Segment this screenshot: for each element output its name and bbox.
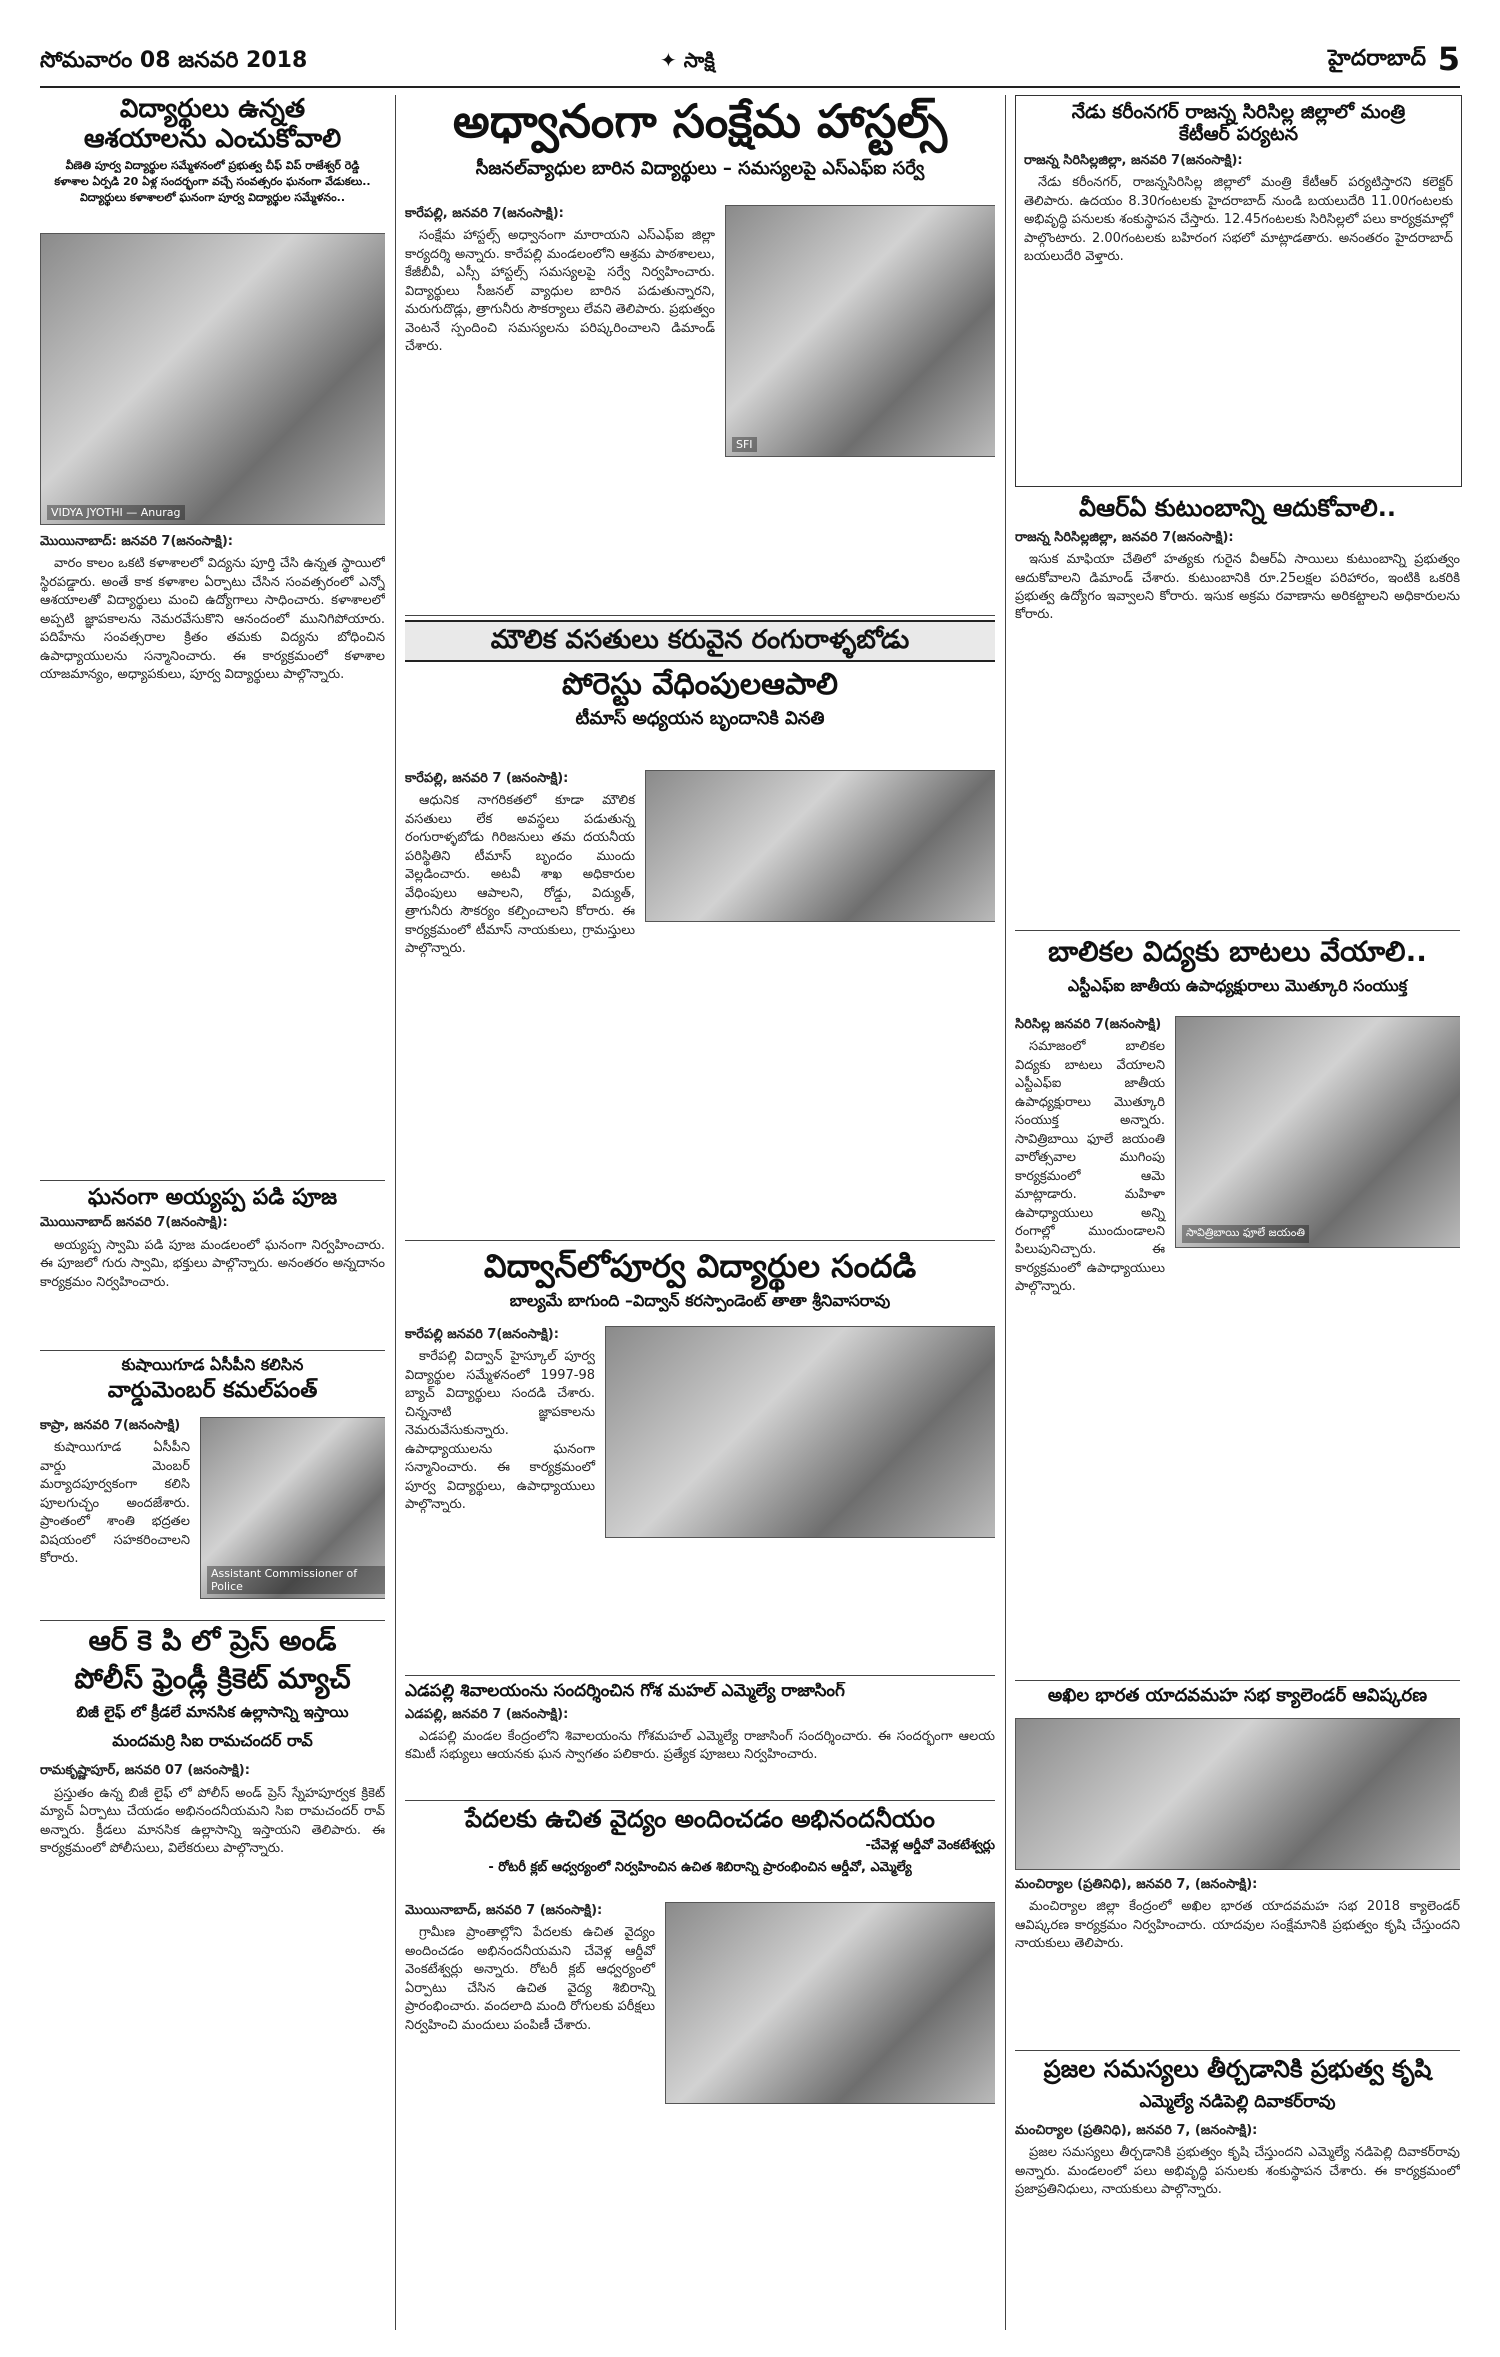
headline: ఆశయాలను ఎంచుకోవాలి [83,123,342,154]
story-divider [405,615,995,616]
story-body [405,1902,655,2039]
headline: పేదలకు ఉచిత వైద్యం అందించడం అభినందనీయం [465,1806,935,1833]
story-body [1015,1876,1460,1958]
story-vidwan-alumni [405,1248,995,1668]
story-body [1015,2122,1460,2200]
story-body [40,1417,190,1573]
story-divider [1015,930,1460,931]
story-body [405,205,715,361]
story-body [1015,1016,1165,1301]
edition-city: హైదరాబాద్ [1328,46,1426,71]
paragraph: ప్రస్తుతం ఉన్న బిజీ లైఫ్ లో పోలీస్ అండ్ ప్రెస్ స్నేహపూర్వక క్రికెట్ మ్యాచ్ ఏర్పాటు చేయడం అభినందనీయమని సిఐ రామచందర్ రావ్ అన్నారు. క్రీడలు మానసిక ఉల్లాసాన్ని ఇస్తాయని తెలిపారు. ఈ కార్యక్రమంలో పోలీసులు, విలేకరులు పాల్గొన్నారు. [40,1785,385,1857]
headline: కేటీఆర్ పర్యటన [1178,122,1299,145]
story-body [405,770,635,963]
headline: ప్రజల సమస్యలు తీర్చడానికి ప్రభుత్వ కృషి [1043,2056,1432,2083]
story-ayyappa-puja [40,1185,385,1345]
kicker: విద్యార్థులు కళాశాలలో ఘనంగా పూర్వ విద్యార్థుల సమ్మేళనం.. [79,190,346,204]
paragraph: వారం కాలం ఒకటి కళాశాలలో విద్యను పూర్తి చేసి ఉన్నత స్థాయిలో స్థిరపడ్డారు. అంతే కాక కళాశాల ఏర్పాటు చేసిన సంవత్సరంలో ఎన్నో ఆశయాలతో విద్యార్థులు మంచి ఉద్యోగాలు సాధించారు. కళాశాలలో అప్పటి జ్ఞాపకాలను నెమరవేసుకొని ఆనందంలో మునిగిపోయారు. పదిహేను సంవత్సరాల క్రితం తమకు విద్యను బోధించిన ఉపాధ్యాయులను సన్మానించారు. ఈ కార్యక్రమంలో కళాశాల యాజమాన్యం, అధ్యాపకులు, పూర్వ విద్యార్థులు పాల్గొన్నారు. [40,556,385,683]
dateline: రామకృష్ణాపూర్, జనవరి 07 (జనంసాక్షి): [40,1763,250,1779]
kicker: వీణెతి పూర్వ విద్యార్థుల సమ్మేళనంలో ప్రభుత్వ చీఫ్ విప్ రాజేశ్వర్ రెడ్డి [65,158,360,172]
dateline: కారేపల్లి, జనవరి 7(జనంసాక్షి): [405,206,564,221]
headline: ఎడపల్లి శివాలయంను సందర్శించిన గోశ మహల్ ఎమ్మెల్యే రాజాసింగ్ [405,1682,845,1701]
subhead: ఎస్టీఎఫ్ఐ జాతీయ ఉపాధ్యక్షురాలు మొత్కూరి సంయుక్త [1067,976,1408,996]
paragraph: కారేపల్లి విద్వాన్ హైస్కూల్ పూర్వ విద్యార్థుల సమ్మేళనంలో 1997-98 బ్యాచ్ విద్యార్థులు సందడి చేశారు. చిన్ననాటి జ్ఞాపకాలను నెమరువేసుకున్నారు. ఉపాధ్యాయులను ఘనంగా సన్మానించారు. ఈ కార్యక్రమంలో పూర్వ విద్యార్థులు, ఉపాధ్యాయులు పాల్గొన్నారు. [405,1349,595,1513]
story-rajasingh [405,1682,995,1797]
dateline: మొయినాబాద్ జనవరి 7(జనంసాక్షి): [40,1215,228,1231]
story-girls-education [1015,936,1460,1676]
issue-date: సోమవారం 08 జనవరి 2018 [40,48,308,73]
headline: వార్డుమెంబర్ కమల్‌పంత్ [107,1378,318,1403]
paragraph: ఇసుక మాఫియా చేతిలో హత్యకు గురైన వీఆర్ఏ సాయిలు కుటుంబాన్ని ప్రభుత్వం ఆదుకోవాలని డిమాండ్ చేశారు. కుటుంబానికి రూ.25లక్షల పరిహారం, ఇంటికి ఒకరికి ప్రభుత్వ ఉద్యోగం ఇవ్వాలని కోరారు. ఇసుక అక్రమ రవాణాను అరికట్టాలని అధికారులను కోరారు. [1015,552,1460,623]
paragraph: ప్రజల సమస్యలు తీర్చడానికి ప్రభుత్వం కృషి చేస్తుందని ఎమ్మెల్యే నడిపెల్లి దివాకర్‌రావు అన్నారు. మండలంలో పలు అభివృద్ధి పనులకు శంకుస్థాపన చేశారు. ఈ కార్యక్రమంలో ప్రజాప్రతినిధులు, నాయకులు పాల్గొన్నారు. [1015,2145,1460,2197]
headline: అధ్వానంగా సంక్షేమ హాస్టల్స్ [452,95,948,148]
story-rangurallabodu [405,620,995,1230]
paragraph: మంచిర్యాల జిల్లా కేంద్రంలో అఖిల భారత యాదవమహ సభ 2018 క్యాలెండర్ ఆవిష్కరణ కార్యక్రమం నిర్వహించారు. యాదవుల సంక్షేమానికి ప్రభుత్వం కృషి చేస్తుందని నాయకులు తెలిపారు. [1015,1899,1460,1952]
headline: బాలికల విద్యకు బాటలు వేయాలి.. [1048,936,1427,968]
story-body [40,533,385,1173]
team-visit-photo [645,770,995,922]
story-divider [405,1240,995,1241]
kicker: కుషాయిగూడ ఏసీపీని కలిసిన [121,1355,304,1374]
story-cricket-match [40,1625,385,2325]
subhead: - రోటరీ క్లబ్ ఆధ్వర్యంలో నిర్వహించిన ఉచిత శిబిరాన్ని ప్రారంభించిన ఆర్డీవో, ఎమ్మెల్యే [488,1859,912,1875]
dateline: రాజన్న సిరిసిల్లజిల్లా, జనవరి 7(జనంసాక్షి): [1024,152,1243,168]
headline: విద్యార్థులు ఉన్నత [119,95,306,124]
headline: నేడు కరీంనగర్ రాజన్న సిరిసిల్ల జిల్లాలో మంత్రి [1071,101,1406,123]
subhead: సీజనల్‌వ్యాధుల బారిన విద్యార్థులు – సమస్యలపై ఎస్ఎఫ్ఐ సర్వే [475,157,925,179]
story-yadava-calendar [1015,1686,1460,2046]
paper-name: ✦ సాక్షి [660,48,715,72]
paragraph: అయ్యప్ప స్వామి పడి పూజ మండలంలో ఘనంగా నిర్వహించారు. ఈ పూజలో గురు స్వామి, భక్తులు పాల్గొన్నారు. అనంతరం అన్నదానం కార్యక్రమం నిర్వహించారు. [40,1237,385,1290]
headline: అఖిల భారత యాదవమహ సభ క్యాలెండర్ ఆవిష్కరణ [1047,1686,1428,1706]
dateline: మొయినాబాద్: జనవరి 7(జనంసాక్షి): [40,534,233,549]
story-divider [405,1800,995,1801]
dateline: సిరిసిల్ల జనవరి 7(జనంసాక్షి) [1015,1017,1162,1032]
headline: విద్వాన్‌లోపూర్వ విద్యార్థుల సందడి [483,1248,917,1285]
story-alumni-meet [40,95,385,1175]
calendar-launch-photo [1015,1718,1460,1870]
headline: ఆర్ కె పి లో ప్రెస్ అండ్ [88,1625,337,1657]
headline: మౌలిక వసతులు కరువైన రంగురాళ్ళబోడు [405,620,995,662]
sfi-leaders-photo: SFI [725,205,995,457]
paragraph: సమాజంలో బాలికల విద్యకు బాటలు వేయాలని ఎస్టీఎఫ్ఐ జాతీయ ఉపాధ్యక్షురాలు మొత్కూరి సంయుక్త అన్నారు. సావిత్రిబాయి ఫూలే జయంతి వారోత్సవాల ముగింపు కార్యక్రమంలో ఆమె మాట్లాడారు. మహిళా ఉపాధ్యాయులు అన్ని రంగాల్లో ముందుండాలని పిలుపునిచ్చారు. ఈ కార్యక్రమంలో ఉపాధ్యాయులు పాల్గొన్నారు. [1015,1039,1165,1295]
subhead: -చేవెళ్ల ఆర్డీవో వెంకటేశ్వర్లు [865,1837,995,1853]
story-mla-diwakar [1015,2056,1460,2326]
vidwan-group-photo [605,1326,995,1538]
masthead [40,40,1460,88]
alumni-group-photo: VIDYA JYOTHI — Anurag [40,233,385,525]
story-divider [405,1675,995,1676]
story-divider [40,1350,385,1351]
headline: వీఆర్ఏ కుటుంబాన్ని ఆదుకోవాలి.. [1078,495,1397,522]
story-body [405,1706,995,1765]
subhead: బిజీ లైఫ్ లో క్రీడలే మానసిక ఉల్లాసాన్ని ఇస్తాయి [76,1703,349,1722]
headline: పోరెస్టు వేధింపులఆపాలి [561,666,838,702]
story-ward-member [40,1355,385,1615]
dateline: మంచిర్యాల (ప్రతినిధి), జనవరి 7, (జనంసాక్షి): [1015,2122,1258,2138]
story-divider [1015,1680,1460,1681]
paragraph: నేడు కరీంనగర్, రాజన్నసిరిసిల్ల జిల్లాలో మంత్రి కేటీఆర్ పర్యటిస్తారని కలెక్టర్ తెలిపారు. ఉదయం 8.30గంటలకు హైదరాబాద్ నుండి బయలుదేరి 11.00గంటలకు అభివృద్ధి పనులకు శంకుస్థాపన చేస్తారు. 12.45గంటలకు సిరిసిల్లలో పలు కార్యక్రమాల్లో పాల్గొంటారు. 2.00గంటలకు బహిరంగ సభలో మాట్లాడతారు. అనంతరం హైదరాబాద్ బయలుదేరి వెళ్తారు. [1024,175,1453,264]
paragraph: గ్రామీణ ప్రాంతాల్లోని పేదలకు ఉచిత వైద్యం అందించడం అభినందనీయమని చేవెళ్ల ఆర్డీవో వెంకటేశ్వర్లు అన్నారు. రోటరీ క్లబ్ ఆధ్వర్యంలో ఏర్పాటు చేసిన ఉచిత వైద్య శిబిరాన్ని ప్రారంభించారు. వందలాది మంది రోగులకు పరీక్షలు నిర్వహించి మందులు పంపిణీ చేశారు. [405,1925,655,2033]
savitribai-event-photo: సావిత్రిబాయి ఫూలే జయంతి [1175,1016,1460,1248]
story-divider [40,1180,385,1181]
dateline: కారేపల్లి, జనవరి 7 (జనంసాక్షి): [405,771,569,786]
story-divider [1015,2050,1460,2051]
story-body [40,1214,385,1292]
dateline: కారేపల్లి జనవరి 7(జనంసాక్షి): [405,1327,559,1342]
subhead: బాల్యమే బాగుంది –విద్వాన్ కరస్పాండెంట్ తాతా శ్రీనివాసరావు [509,1290,891,1310]
column-rule [395,95,396,2330]
story-body [405,1326,595,1519]
story-divider [40,1620,385,1621]
story-body [1015,529,1460,625]
dateline: మొయినాబాద్, జనవరి 7 (జనంసాక్షి): [405,1903,603,1918]
medical-camp-photo [665,1902,995,2104]
dateline: కాప్రా, జనవరి 7(జనంసాక్షి) [40,1418,181,1433]
column-rule [1005,95,1006,2330]
headline: ఘనంగా అయ్యప్ప పడి పూజ [87,1185,338,1210]
subhead: టీమాస్ అధ్యయన బృందానికి వినతి [575,708,825,730]
subhead: మందమర్రి సిఐ రామచందర్ రావ్ [112,1731,313,1751]
kicker: కళాశాల ఏర్పడి 20 ఏళ్ల సందర్భంగా వచ్చే సంవత్సరం ఘనంగా వేడుకలు.. [54,174,371,188]
paragraph: ఎడపల్లి మండల కేంద్రంలోని శివాలయంను గోశమహల్ ఎమ్మెల్యే రాజాసింగ్ సందర్శించారు. ఈ సందర్భంగా ఆలయ కమిటీ సభ్యులు ఆయనకు ఘన స్వాగతం పలికారు. ప్రత్యేక పూజలు నిర్వహించారు. [405,1729,995,1763]
page-number: 5 [1437,40,1460,78]
headline: పోలీస్ ఫ్రెండ్లీ క్రికెట్ మ్యాచ్ [74,1662,351,1696]
dateline: మంచిర్యాల (ప్రతినిధి), జనవరి 7, (జనంసాక్షి): [1015,1877,1258,1892]
paragraph: ఆధునిక నాగరికతలో కూడా మౌలిక వసతులు లేక అవస్థలు పడుతున్న రంగురాళ్ళబోడు గిరిజనులు తమ దయనీయ పరిస్థితిని టీమాస్ బృందం ముందు వెల్లడించారు. అటవీ శాఖ అధికారుల వేధింపులు ఆపాలని, రోడ్డు, విద్యుత్, త్రాగునీరు సౌకర్యం కల్పించాలని కోరారు. ఈ కార్యక్రమంలో టీమాస్ నాయకులు, గ్రామస్తులు పాల్గొన్నారు. [405,793,635,957]
dateline: ఎడపల్లి, జనవరి 7 (జనంసాక్షి): [405,1706,569,1722]
paragraph: కుషాయిగూడ ఏసీపీని వార్డు మెంబర్ మర్యాదపూర్వకంగా కలిసి పూలగుచ్ఛం అందజేశారు. ప్రాంతంలో శాంతి భద్రతల విషయంలో సహకరించాలని కోరారు. [40,1440,190,1567]
story-body [40,1762,385,1858]
paragraph: సంక్షేమ హాస్టల్స్ అధ్వానంగా మారాయని ఎస్ఎఫ్ఐ జిల్లా కార్యదర్శి అన్నారు. కారేపల్లి మండలంలోని ఆశ్రమ పాఠశాలలు, కేజీబీవీ, ఎస్సీ హాస్టల్స్ సమస్యలపై సర్వే నిర్వహించారు. విద్యార్థులు సీజనల్ వ్యాధుల బారిన పడుతున్నారని, మరుగుదొడ్లు, త్రాగునీరు సౌకర్యాలు లేవని తెలిపారు. ప్రభుత్వం వెంటనే స్పందించి సమస్యలను పరిష్కరించాలని డిమాండ్ చేశారు. [405,228,715,355]
story-body [1016,146,1461,277]
dateline: రాజన్న సిరిసిల్లజిల్లా, జనవరి 7(జనంసాక్షి): [1015,529,1234,545]
story-vra-family [1015,495,1460,925]
subhead: ఎమ్మెల్యే నడిపెల్లి దివాకర్‌రావు [1139,2091,1336,2112]
story-free-medical [405,1806,995,2326]
ward-member-photo: Assistant Commissioner of Police [200,1417,385,1599]
story-ktr-tour-box [1015,95,1462,487]
